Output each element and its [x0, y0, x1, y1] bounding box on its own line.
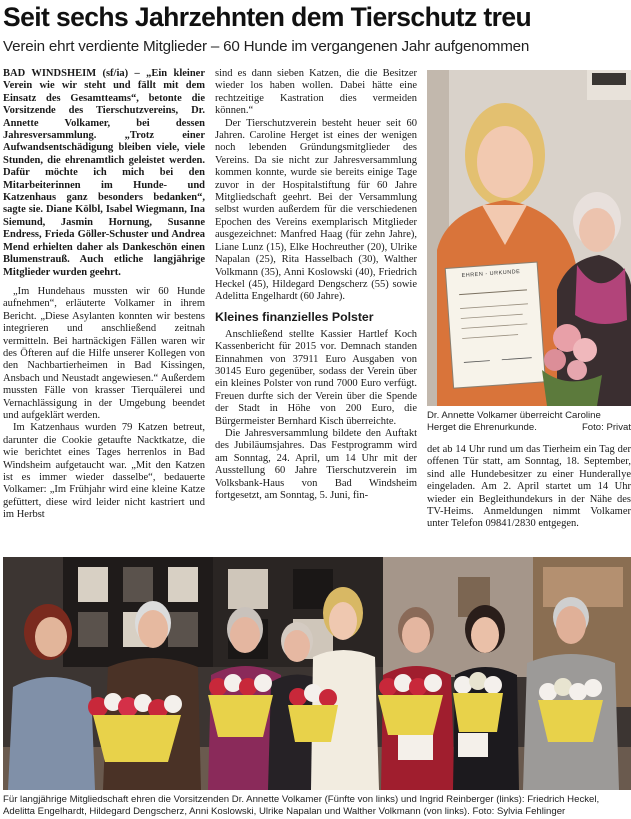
article-paragraph: det ab 14 Uhr rund um das Tierheim ein Tag der offenen Tür statt, am Sonntag, 18. September, sind alle Hundebesitzer zu einer Hunderallye eingeladen. Am 2. April startet um 14 Uhr wieder ein Begleithundekurs in der Nähe des TV-Heims. Anmeldungen nimmt Volkamer unter Telefon 09841/2830 entgegen.: [427, 444, 631, 530]
photo-group-honorees-image: [3, 557, 631, 790]
article-paragraph: Der Tierschutzverein besteht heuer seit 60 Jahren. Caroline Herget ist eines der wenigen noch lebenden Gründungsmitglieder des Vereins. Da sie nicht zur Jahresversammlung kommen konnte, wurde sie bereits einige Tage zuvor in der Hospitalstiftung für 60 Jahre Mitgliedschaft geehrt. Bei der Versammlung selbst wurden außerdem für die verschiedenen Epochen des Vereins exemplarisch Mitglieder ausgezeichnet: Manfred Haag (für zehn Jahre), Liane Lunz (15), Elke Hochreuther (20), Ulrike Napalan (25), Rita Hasselbach (30), Walther Volkmann (35), Anni Koslowski (40), Friedrich Heckel (45), Hildegard Dengscherz (55) sowie Adelitta Engelhardt (60 Jahre).: [215, 117, 417, 303]
article-paragraph: „Im Hundehaus mussten wir 60 Hunde aufnehmen“, erläuterte Volkamer in ihrem Bericht. „Diese Asylanten konnten wir bestens integrieren und anschließend zeitnah vermitteln. Bei hartnäckigen Fällen waren wir des Öfteren auf die Hilfe unserer Kollegen von den Nachbartierheimen in Bad Kissingen, Ansbach und Neustadt angewiesen.“ Außerdem mussten Fälle von krasser Tierquälerei und Vernachlässigung in der Umgebung beendet und aufgeklärt werden.: [3, 285, 205, 421]
photo-certificate-handover-image: [427, 70, 631, 406]
photo-caption: [3, 794, 631, 817]
photo-caption-text: Dr. Annette Volkamer überreicht Caroline Herget die Ehrenurkunde.: [427, 410, 601, 433]
article-column-3: [427, 444, 631, 531]
photo-group-honorees: [3, 557, 631, 790]
headline: Seit sechs Jahrzehnten dem Tierschutz treu: [3, 2, 532, 32]
article-paragraph: Die Jahresversammlung bildete den Auftakt des Jubiläumsjahres. Das Festprogramm wird am Sonntag, 24. April, um 14 Uhr mit der Ausstellung 60 Jahre Tierschutzverein im Volksbank-Haus von Bad Windsheim fortgesetzt, am Sonntag, 5. Juni, fin-: [215, 427, 417, 501]
photo-certificate-handover: [427, 70, 631, 406]
article-paragraph: Im Katzenhaus wurden 79 Katzen betreut, darunter die Cookie getaufte Nacktkatze, die wie berichtet eines Tages herrenlos in Bad Windsheim aufgetaucht war. „Mit den Katzen ist es immer wieder dasselbe“, bedauerte Volkamer: „Im Frühjahr wird eine kleine Katze gefüttert, diese wird leider nicht kastriert und im Herbst: [3, 422, 205, 521]
photo-credit: Foto: Sylvia Fehlinger: [472, 805, 566, 817]
subheadline: Verein ehrt verdiente Mitglieder – 60 Hunde im vergangenen Jahr aufgenommen: [3, 38, 530, 55]
article-column-2: [215, 68, 417, 502]
article-column-1: [3, 68, 205, 522]
article-subheading: Kleines finanzielles Polster: [215, 309, 374, 324]
article-paragraph: sind es dann sieben Katzen, die die Besitzer wieder los haben wollen. Dabei hätte eine rechtzeitige Kastration dies vermeiden können.“: [215, 68, 417, 117]
article-paragraph: Anschließend stellte Kassier Hartlef Koch Kassenbericht für 2015 vor. Demnach standen Einnahmen von 37911 Euro Ausgaben von 30145 Euro gegenüber, sodass der Verein über ein kleines Polster von rund 7000 Euro verfügt. Freuen durfte sich der Verein über die Spende der Stadt in Höhe von 200 Euro, die Bürgermeister Bernhard Kisch überreichte.: [215, 328, 417, 427]
photo-credit: Foto: Privat: [581, 421, 631, 433]
photo-caption: [427, 410, 631, 433]
photo-caption-text: Für langjährige Mitgliedschaft ehren die Vorsitzenden Dr. Annette Volkamer (Fünfte von links) und Ingrid Reinberger (links): Friedrich Heckel, Adelitta Engelhardt, Hildegard Dengscherz, Anni Koslowski, Ulrike Napalan und Walther Volkmann (von links).: [3, 794, 600, 817]
article-lead: BAD WINDSHEIM (sf/ia) – „Ein kleiner Verein wie wir steht und fällt mit dem Einsatz des Gesamtteams“, betonte die Vorsitzende des Tierschutzvereins, Dr. Annette Volkamer, bei dessen Jahresversammlung. „Trotz einer Aufwandsentschädigung bleiben viele, viele Stunden, die ehrenamtlich geleistet werden. Dafür möchte ich mich bei den Mitarbeiterinnen im Hunde- und Katzenhaus ganz besonders bedanken“, sagte sie. Diane Kölbl, Isabel Wiegmann, Ina Siemund, Jasmin Hornung, Susanne Endress, Frieda Göller-Schuster und Andrea Mend erhielten daher als Dankeschön einen Blumenstrauß. Auch etliche langjährige Mitglieder wurden geehrt.: [3, 68, 205, 278]
certificate-title: EHREN - URKUNDE: [461, 268, 521, 280]
